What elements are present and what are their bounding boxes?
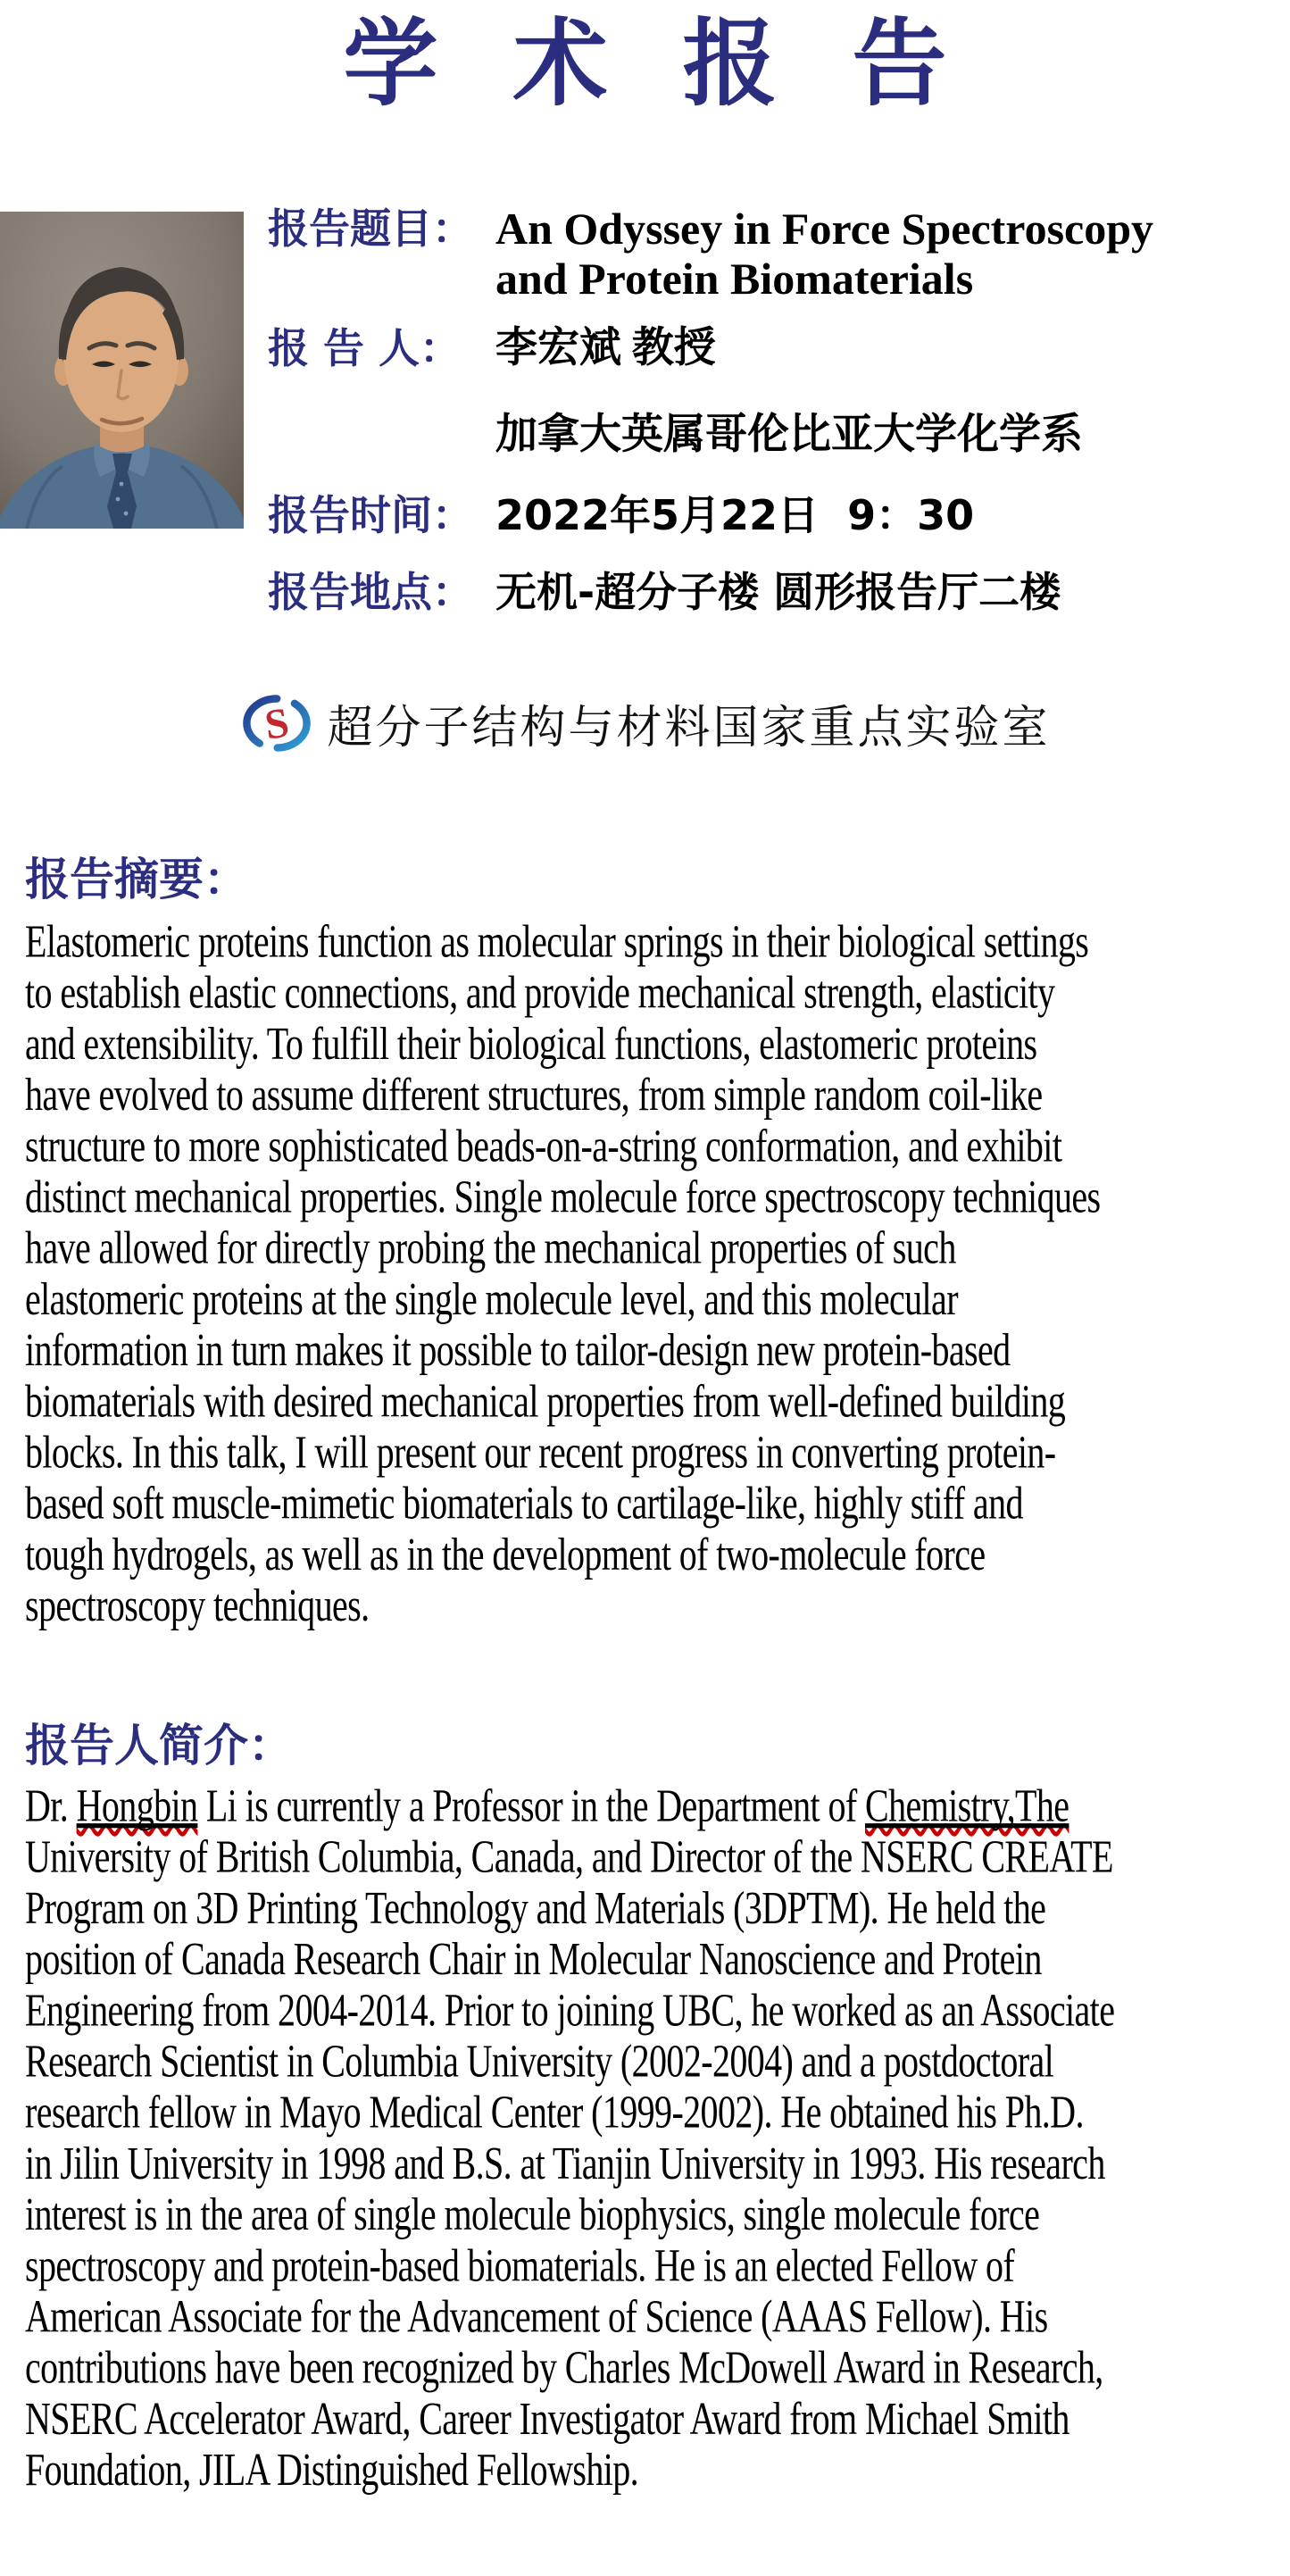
talk-title-english: An Odyssey in Force Spectroscopy and Protein Biomaterials: [495, 204, 1154, 304]
lab-name: 超分子结构与材料国家重点实验室: [327, 704, 1051, 754]
detail-row-time: [268, 490, 974, 540]
talk-location: 无机-超分子楼 圆形报告厅二楼: [495, 568, 1061, 616]
detail-label-topic: 报告题目：: [268, 204, 473, 253]
detail-row-location: [268, 567, 1061, 617]
detail-row-speaker: [268, 323, 716, 373]
detail-row-affiliation: [268, 410, 1083, 460]
detail-row-topic: [268, 204, 1263, 304]
bio-paragraph: Dr. Hongbin Li is currently a Professor in the Department of Chemistry,The University of British Columbia, Canada, and Director of the NSERC CREATE Program on 3D Printing Technology and Materials (3DPTM). He held the position of Canada Research Chair in Molecular Nanoscience and Protein Engineering from 2004-2014. Prior to joining UBC, he worked as an Associate Research Scientist in Columbia University (2002-2004) and a postdoctoral research fellow in Mayo Medical Center (1999-2002). He obtained his Ph.D. in Jilin University in 1998 and B.S. at Tianjin University in 1993. His research interest is in the area of single molecule biophysics, single molecule force spectroscopy and protein-based biomaterials. He is an elected Fellow of American Associate for the Advancement of Science (AAAS Fellow). His contributions have been recognized by Charles McDowell Award in Research, NSERC Accelerator Award, Career Investigator Award from Michael Smith Foundation, JILA Distinguished Fellowship.: [25, 1779, 1115, 2496]
detail-label-location: 报告地点：: [268, 568, 473, 616]
bio-heading: 报告人简介：: [25, 1720, 293, 1772]
svg-text:S: S: [262, 699, 293, 749]
talk-time: 2022年5月22日 9：30: [495, 491, 975, 539]
speaker-affiliation: 加拿大英属哥伦比亚大学化学系: [495, 412, 1083, 458]
detail-label-time: 报告时间：: [268, 491, 473, 539]
abstract-paragraph: Elastomeric proteins function as molecular springs in their biological settings to establish elastic connections, and provide mechanical strength, elasticity and extensibility. To fulfill their biological functions, elastomeric proteins have evolved to assume different structures, from simple random coil-like structure to more sophisticated beads-on-a-string conformation, and exhibit distinct mechanical properties. Single molecule force spectroscopy techniques have allowed for directly probing the mechanical properties of such elastomeric proteins at the single molecule level, and this molecular information in turn makes it possible to tailor-design new protein-based biomaterials with desired mechanical properties from well-defined building blocks. In this talk, I will present our recent progress in converting protein- based soft muscle-mimetic biomaterials to cartilage-like, highly stiff and tough hydrogels, as well as in the development of two-molecule force spectroscopy techniques.: [25, 914, 1101, 1631]
lab-banner: [0, 689, 1290, 757]
supramolecular-lab-logo-icon: [239, 689, 314, 757]
page-title: 学术报告: [343, 9, 1022, 119]
speaker-photo: [0, 212, 244, 529]
speaker-portrait-image: [0, 212, 244, 529]
speaker-name: 李宏斌 教授: [495, 325, 716, 371]
abstract-heading: 报告摘要：: [25, 854, 248, 905]
detail-label-speaker: 报 告 人：: [268, 324, 462, 372]
